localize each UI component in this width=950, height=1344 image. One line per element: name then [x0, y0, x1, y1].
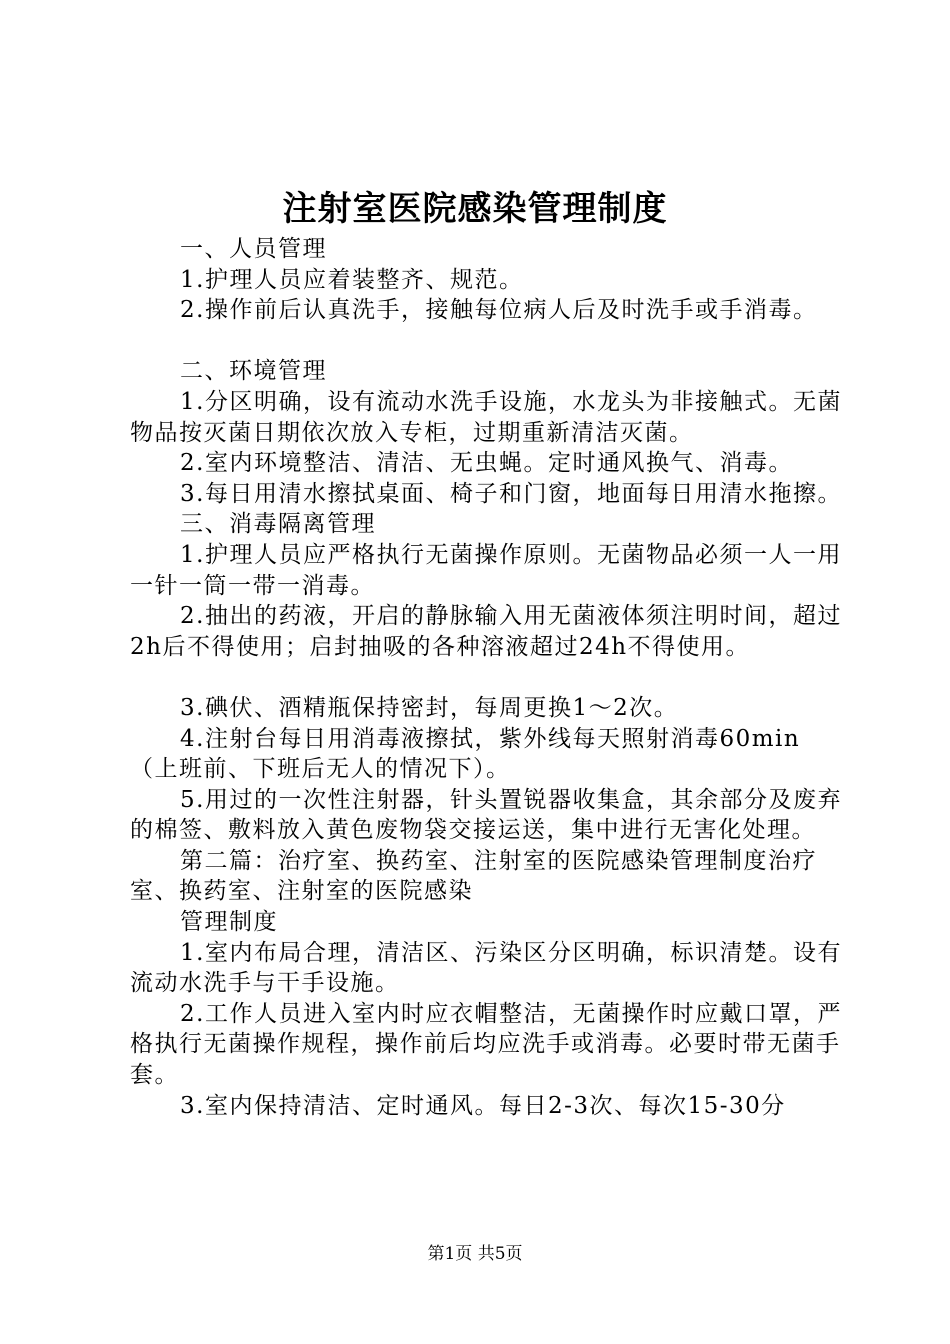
document-title: 注射室医院感染管理制度: [282, 189, 668, 229]
paragraph: 2.抽出的药液，开启的静脉输入用无菌液体须注明时间，超过2h后不得使用；启封抽吸的各种溶液超过24h不得使用。: [130, 603, 842, 660]
paragraph: 3.碘伏、酒精瓶保持密封，每周更换1～2次。: [180, 694, 679, 721]
document-body: [130, 234, 842, 1121]
paragraph: 2.工作人员进入室内时应衣帽整洁，无菌操作时应戴口罩，严格执行无菌操作规程，操作前后均应洗手或消毒。必要时带无菌手套。: [130, 1000, 842, 1089]
paragraph: 1.室内布局合理，清洁区、污染区分区明确，标识清楚。设有流动水洗手与干手设施。: [130, 939, 842, 997]
section-heading: 三、消毒隔离管理: [180, 511, 376, 538]
page-footer: 第1页 共5页: [427, 1244, 523, 1264]
paragraph: 5.用过的一次性注射器，针头置锐器收集盒，其余部分及废弃的棉签、敷料放入黄色废物袋交接运送，集中进行无害化处理。: [130, 786, 842, 844]
paragraph: 第二篇：治疗室、换药室、注射室的医院感染管理制度治疗室、换药室、注射室的医院感染: [130, 847, 817, 905]
paragraph: 3.室内保持清洁、定时通风。每日2-3次、每次15-30分: [180, 1092, 786, 1119]
paragraph: 2.室内环境整洁、清洁、无虫蝇。定时通风换气、消毒。: [180, 450, 793, 477]
paragraph: 1.分区明确，设有流动水洗手设施，水龙头为非接触式。无菌物品按灭菌日期依次放入专柜，过期重新清洁灭菌。: [130, 388, 842, 446]
section-heading: 管理制度: [180, 909, 278, 936]
paragraph: 1.护理人员应严格执行无菌操作原则。无菌物品必须一人一用一针一筒一带一消毒。: [130, 541, 842, 599]
paragraph: 4.注射台每日用消毒液擦拭，紫外线每天照射消毒60min（上班前、下班后无人的情况下）。: [130, 725, 801, 783]
paragraph: 1.护理人员应着装整齐、规范。: [180, 266, 524, 293]
section-heading: 一、人员管理: [180, 236, 327, 262]
paragraph: 3.每日用清水擦拭桌面、椅子和门窗，地面每日用清水拖擦。: [180, 480, 842, 507]
blank-line: [130, 326, 842, 357]
blank-line: [130, 662, 842, 693]
paragraph: 2.操作前后认真洗手，接触每位病人后及时洗手或手消毒。: [180, 297, 818, 324]
section-heading: 二、环境管理: [180, 358, 327, 385]
